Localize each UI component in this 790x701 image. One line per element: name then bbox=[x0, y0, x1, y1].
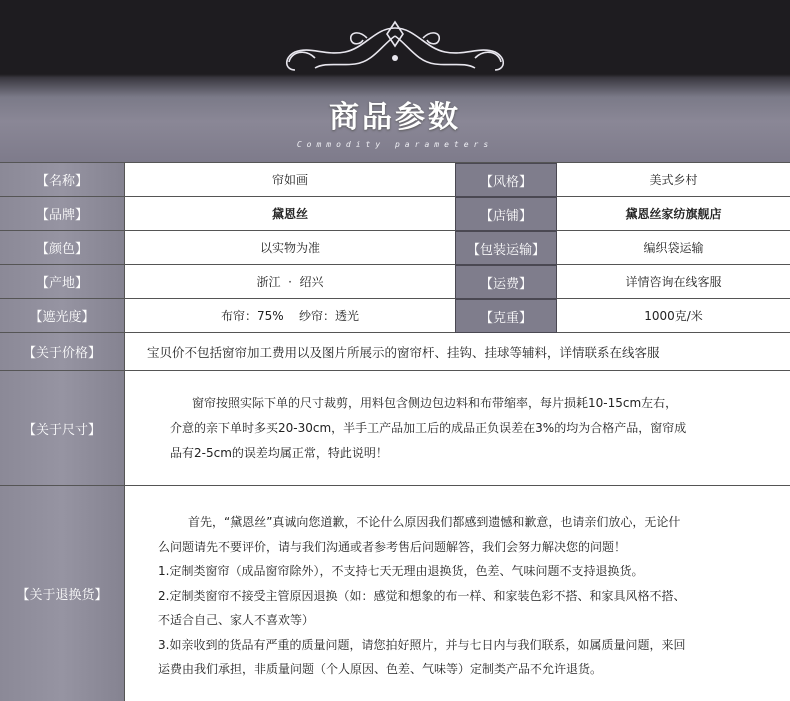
price-row bbox=[0, 333, 790, 371]
label-returns: 【关于退换货】 bbox=[0, 486, 125, 701]
value-price: 宝贝价不包括窗帘加工费用以及图片所展示的窗帘杆、挂钩、挂球等辅料，详情联系在线客服 bbox=[125, 333, 790, 371]
label-brand: 【品牌】 bbox=[0, 197, 125, 231]
label-weight: 【克重】 bbox=[455, 299, 557, 333]
size-line: 窗帘按照实际下单的尺寸裁剪，用料包含侧边包边料和布带缩率，每片损耗10-15cm左右， bbox=[192, 396, 678, 410]
value-color: 以实物为准 bbox=[125, 231, 455, 265]
value-origin: 浙江 · 绍兴 bbox=[125, 265, 455, 299]
label-color: 【颜色】 bbox=[0, 231, 125, 265]
label-style: 【风格】 bbox=[455, 163, 557, 197]
ornament-icon bbox=[255, 18, 535, 78]
page-title: 商品参数 bbox=[329, 100, 461, 135]
returns-row bbox=[0, 486, 790, 701]
value-shipping: 详情咨询在线客服 bbox=[557, 265, 790, 299]
label-size: 【关于尺寸】 bbox=[0, 371, 125, 486]
value-style: 美式乡村 bbox=[557, 163, 790, 197]
page-subtitle: Commodity parameters bbox=[296, 140, 494, 149]
table-row bbox=[0, 231, 790, 265]
header-banner bbox=[0, 0, 790, 162]
size-row bbox=[0, 371, 790, 486]
label-shipping: 【运费】 bbox=[455, 265, 557, 299]
value-weight: 1000克/米 bbox=[557, 299, 790, 333]
size-text bbox=[148, 391, 778, 466]
returns-line: 么问题请先不要评价，请与我们沟通或者参考售后问题解答，我们会努力解决您的问题！ bbox=[158, 539, 627, 554]
returns-text bbox=[158, 510, 783, 682]
table-row bbox=[0, 265, 790, 299]
returns-line: 3.如亲收到的货品有严重的质量问题，请您拍好照片，并与七日内与我们联系，如属质量问题，来回 bbox=[158, 637, 686, 652]
label-packaging: 【包装运输】 bbox=[455, 231, 557, 265]
label-price: 【关于价格】 bbox=[0, 333, 125, 371]
label-name: 【名称】 bbox=[0, 163, 125, 197]
returns-line: 不适合自己、家人不喜欢等） bbox=[158, 613, 315, 627]
returns-line: 2.定制类窗帘不接受主管原因退换（如：感觉和想象的布一样、和家装色彩不搭、和家具风格不搭、 bbox=[158, 588, 686, 603]
table-row bbox=[0, 197, 790, 231]
label-shading: 【遮光度】 bbox=[0, 299, 125, 333]
value-shading: 布帘：75% 纱帘：透光 bbox=[125, 299, 455, 333]
value-packaging: 编织袋运输 bbox=[557, 231, 790, 265]
returns-line: 首先，“黛恩丝”真诚向您道歉，不论什么原因我们都感到遗憾和歉意，也请亲们放心，无论什 bbox=[188, 515, 681, 529]
table-row bbox=[0, 163, 790, 197]
value-brand: 黛恩丝 bbox=[125, 197, 455, 231]
value-store: 黛恩丝家纺旗舰店 bbox=[557, 197, 790, 231]
value-name: 帘如画 bbox=[125, 163, 455, 197]
returns-line: 运费由我们承担，非质量问题（个人原因、色差、气味等）定制类产品不允许退货。 bbox=[158, 662, 603, 676]
size-line: 介意的亲下单时多买20-30cm，半手工产品加工后的成品正负误差在3%的均为合格产品，窗帘成 bbox=[170, 421, 687, 435]
size-line: 品有2-5cm的误差均属正常，特此说明！ bbox=[170, 446, 388, 460]
label-store: 【店铺】 bbox=[455, 197, 557, 231]
table-row bbox=[0, 299, 790, 333]
label-origin: 【产地】 bbox=[0, 265, 125, 299]
returns-line: 1.定制类窗帘（成品窗帘除外），不支持七天无理由退换货，色差、气味问题不支持退换货。 bbox=[158, 564, 644, 578]
